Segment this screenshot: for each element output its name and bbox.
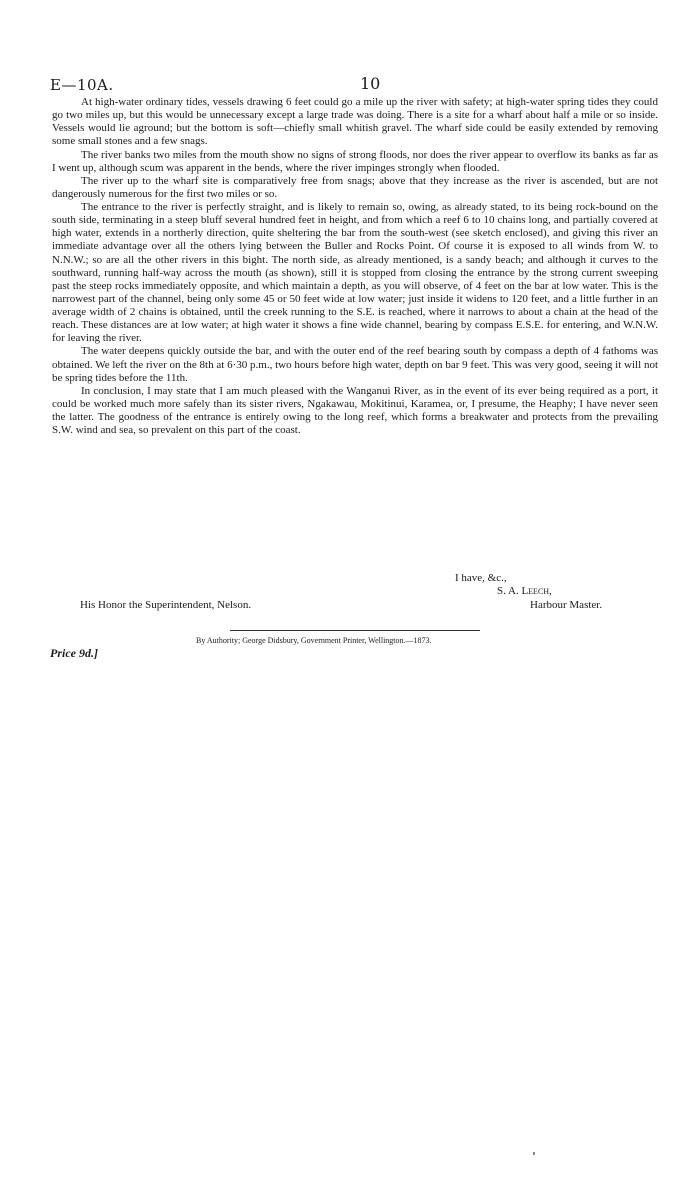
paragraph: The river up to the wharf site is comparatively free from snags; above that they increase as the river is ascended, but are not dangerously numerous for the first two miles or so. [52, 174, 658, 200]
paragraph: The river banks two miles from the mouth show no signs of strong floods, nor does the river appear to overflow its banks as far as I went up, although scum was apparent in the bends, where the river impinges strongly when flooded. [52, 148, 658, 174]
price-text: Price 9d.] [50, 646, 98, 660]
paragraph: The entrance to the river is perfectly straight, and is likely to remain so, owing, as already stated, to its being rock-bound on the south side, terminating in a steep bluff several hundred feet in height, and from which a reef 6 to 10 chains long, and partially covered at high water, extends in a northerly direction, quite sheltering the bar from the south-west (see sketch enclosed), and giving this river an immediate advantage over all the others lying between the Buller and Rocks Point. Of course it is exposed to all winds from W. to N.N.W.; so are all the other rivers in this bight. The north side, as already mentioned, is a sandy beach; and although it curves to the southward, running half-way across the mouth (as shown), still it is stopped from closing the entrance by the strong current sweeping past the steep rocks immediately opposite, and which maintain a depth, as you will observe, of 4 feet on the bar at low water. This is the narrowest part of the channel, being only some 45 or 50 feet wide at low water; just inside it widens to 120 feet, and a little further in an average width of 2 chains is obtained, until the creek running to the S.E. is reached, where it narrows to about a chain at the head of the reach. These distances are at low water; at high water it shows a fine wide channel, bearing by compass E.S.E. for entering, and W.N.W. for leaving the river. [52, 201, 658, 345]
footer-rule [230, 630, 480, 631]
addressee: His Honor the Superintendent, Nelson. [80, 599, 252, 611]
paragraph: At high-water ordinary tides, vessels drawing 6 feet could go a mile up the river with safety; at high-water spring tides they could go two miles up, but this would be unnecessary except a large trade was doing. There is a site for a wharf about half a mile or so inside. Vessels would lie aground; but the bottom is soft—chiefly small whitish gravel. The wharf side could be easily extended by removing some small stones and a few snags. [52, 96, 658, 148]
paragraph: In conclusion, I may state that I am much pleased with the Wanganui River, as in the event of its ever being required as a port, it could be worked much more safely than its sister rivers, Ngakawau, Mokitinui, Karamea, or, I presume, the Heaphy; I have never seen the latter. The goodness of the entrance is entirely owing to the long reef, which forms a breakwater and protects from the prevailing S.W. wind and sea, so prevalent on this part of the coast. [52, 384, 658, 437]
page-speck [533, 1152, 535, 1155]
signer-title: Harbour Master. [530, 599, 603, 611]
paragraph: The water deepens quickly outside the bar, and with the outer end of the reef bearing south by compass a depth of 4 fathoms was obtained. We left the river on the 8th at 6·30 p.m., two hours before high water, depth on bar 9 feet. This was very good, seeing it will not be spring tides before the 11th. [52, 345, 658, 384]
page-number: 10 [360, 74, 381, 93]
letter-body [52, 96, 658, 437]
printer-imprint: By Authority; George Didsbury, Government Printer, Wellington.—1873. [196, 636, 432, 645]
price-note [50, 646, 98, 661]
page-reference: E—10A. [50, 76, 114, 94]
closing-salutation: I have, &c., [455, 572, 507, 584]
signer-name: S. A. Leech, [497, 585, 552, 597]
